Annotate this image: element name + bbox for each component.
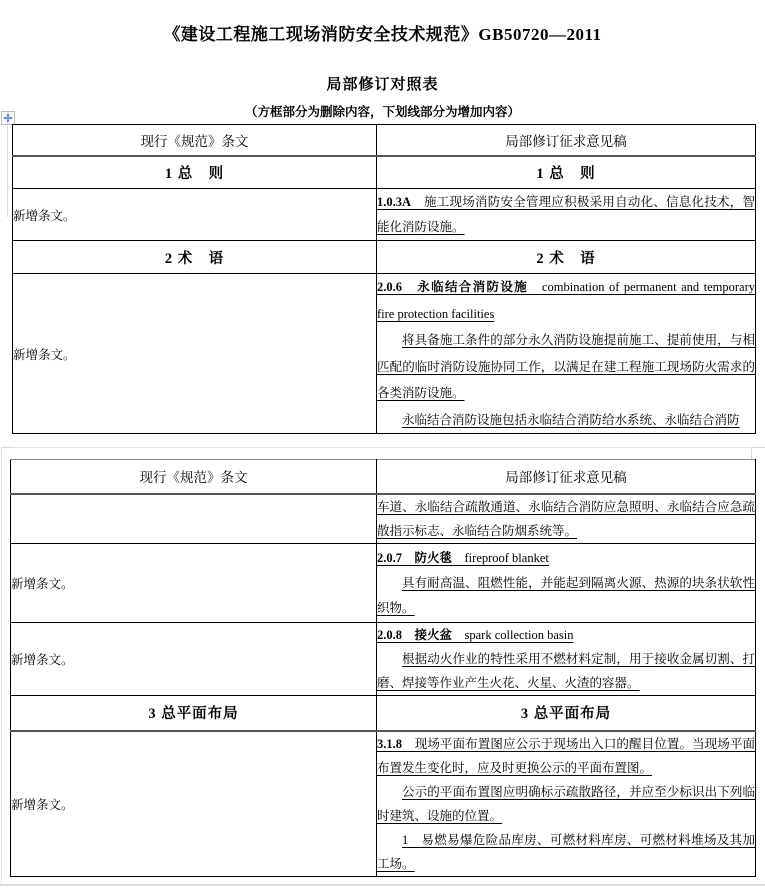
t1-new-clause-label-2: 新增条文。 — [13, 274, 377, 434]
clause-term-en: fireproof blanket — [452, 550, 549, 565]
clause-number: 1.0.3A — [377, 194, 412, 209]
t2-clause-3-1-8 — [377, 731, 756, 877]
clause-text: 现场平面布置图应公示于现场出入口的醒目位置。当现场平面布置发生变化时，应及时更换公示的平面布置图。 — [377, 736, 755, 775]
clause-term: 2.0.8 接火盆 — [377, 628, 453, 642]
clause-term: 2.0.6 永临结合消防设施 — [377, 280, 529, 294]
revision-legend-note: （方框部分为删除内容，下划线部分为增加内容） — [244, 105, 520, 119]
t2-section-layout-right: 3 总平面布局 — [377, 696, 756, 731]
continuation-text: 车道、永临结合疏散通道、永临结合消防应急照明、永临结合应急疏散指示标志、永临结合防烟系统等。 — [377, 499, 755, 538]
clause-term: 2.0.7 防火毯 — [377, 550, 453, 565]
t1-clause-2-0-6 — [377, 274, 756, 434]
document-subtitle: 局部修订对照表 — [326, 77, 439, 93]
t1-section-terms-right: 2 术 语 — [377, 241, 756, 274]
clause-term-en: spark collection basin — [452, 628, 574, 642]
t2-section-layout-left: 3 总平面布局 — [11, 696, 377, 731]
t2-col-header-revision: 局部修订征求意见稿 — [377, 460, 756, 494]
t2-new-clause-label-1: 新增条文。 — [11, 544, 377, 623]
t1-section-general-right: 1 总 则 — [377, 156, 756, 189]
t2-clause-2-0-7 — [377, 544, 756, 623]
t2-col-header-current: 现行《规范》条文 — [11, 460, 377, 494]
comparison-table-2 — [10, 459, 756, 877]
t2-continuation-cell — [377, 494, 756, 544]
document-title: 《建设工程施工现场消防安全技术规范》GB50720—2011 — [163, 25, 602, 44]
t1-section-general-left: 1 总 则 — [13, 156, 377, 189]
page-bottom-divider — [0, 884, 765, 886]
table-move-handle[interactable] — [1, 111, 15, 125]
t2-new-clause-label-3: 新增条文。 — [11, 731, 377, 877]
clause-paragraph: 1 易燃易爆危险品库房、可燃材料库房、可燃材料堆场及其加工场。 — [377, 832, 755, 871]
t2-clause-2-0-8 — [377, 623, 756, 696]
clause-paragraph: 将具备施工条件的部分永久消防设施提前施工、提前使用，与相匹配的临时消防设施协同工作，以满足在建工程施工现场防火需求的各类消防设施。 — [377, 333, 755, 400]
clause-text: 施工现场消防安全管理应积极采用自动化、信息化技术，智能化消防设施。 — [377, 194, 755, 234]
t1-col-header-current: 现行《规范》条文 — [13, 125, 377, 156]
clause-term-en: combination of permanent and temporary fire protection facilities — [377, 280, 755, 321]
t2-empty-cell — [11, 494, 377, 544]
left-gridline-lower — [1, 447, 2, 884]
t2-new-clause-label-2: 新增条文。 — [11, 623, 377, 696]
t1-section-terms-left: 2 术 语 — [13, 241, 377, 274]
clause-number: 3.1.8 — [377, 736, 402, 751]
move-icon — [3, 113, 13, 123]
clause-paragraph: 根据动火作业的特性采用不燃材料定制，用于接收金属切割、打磨、焊接等作业产生火花、火星、火渣的容器。 — [377, 652, 755, 690]
t1-clause-1-0-3A — [377, 189, 756, 241]
t1-col-header-revision: 局部修订征求意见稿 — [377, 125, 756, 156]
clause-paragraph: 公示的平面布置图应明确标示疏散路径，并应至少标识出下列临时建筑、设施的位置。 — [377, 784, 755, 823]
t1-new-clause-label-1: 新增条文。 — [13, 189, 377, 241]
clause-paragraph: 具有耐高温、阻燃性能，并能起到隔离火源、热源的块条状软性织物。 — [377, 575, 755, 615]
left-gridline-upper — [7, 125, 8, 217]
clause-paragraph: 永临结合消防设施包括永临结合消防给水系统、永临结合消防 — [402, 412, 740, 427]
comparison-table-1 — [12, 124, 756, 434]
